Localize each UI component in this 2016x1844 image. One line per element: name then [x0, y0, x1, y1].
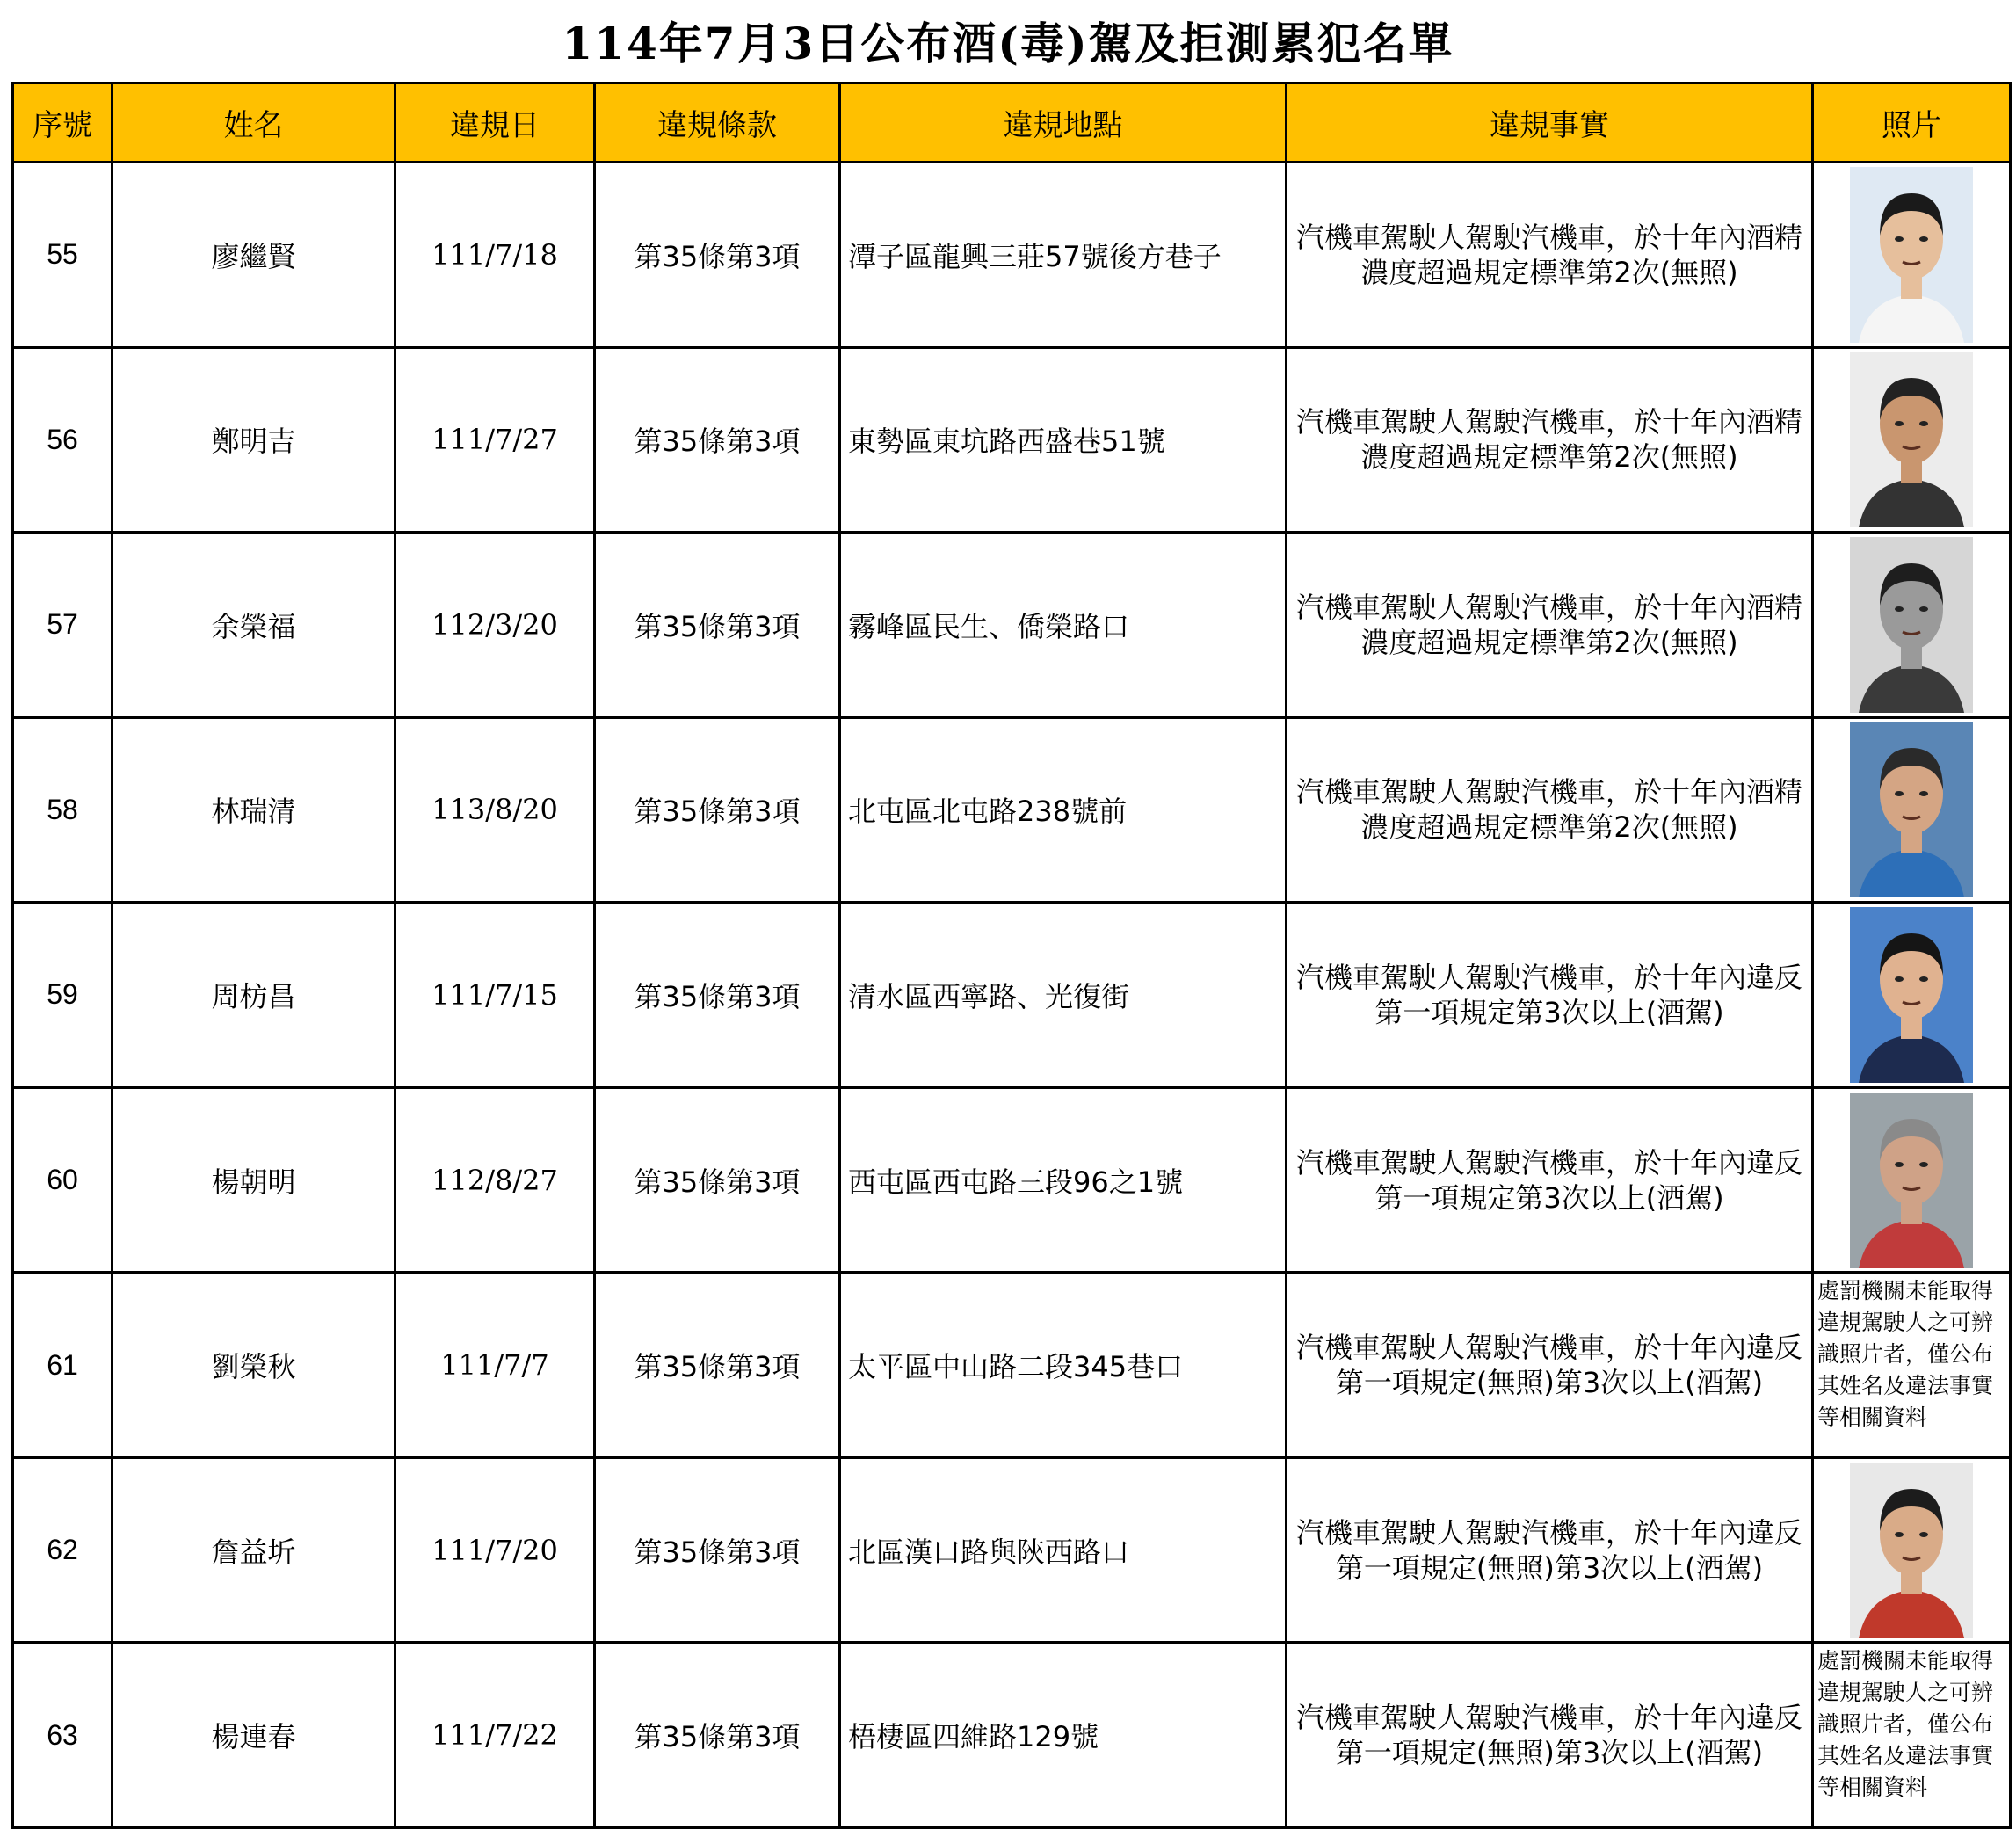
offender-photo: [1850, 537, 1973, 713]
cell-name: 劉榮秋: [112, 1273, 395, 1458]
header-fact: 違規事實: [1287, 83, 1813, 163]
header-name: 姓名: [112, 83, 395, 163]
cell-date: 111/7/18: [395, 163, 595, 348]
cell-no: 59: [13, 903, 112, 1088]
header-photo: 照片: [1813, 83, 2011, 163]
cell-location: 清水區西寧路、光復街: [840, 903, 1287, 1088]
offender-photo: [1850, 1093, 1973, 1268]
cell-location: 潭子區龍興三莊57號後方巷子: [840, 163, 1287, 348]
offender-photo: [1850, 722, 1973, 897]
header-article: 違規條款: [595, 83, 840, 163]
header-date: 違規日: [395, 83, 595, 163]
cell-fact: 汽機車駕駛人駕駛汽機車，於十年內酒精濃度超過規定標準第2次(無照): [1287, 533, 1813, 718]
table-row: [13, 163, 2011, 348]
cell-name: 楊連春: [112, 1643, 395, 1828]
cell-photo: [1813, 533, 2011, 718]
cell-name: 廖繼賢: [112, 163, 395, 348]
cell-location: 東勢區東坑路西盛巷51號: [840, 347, 1287, 533]
cell-article: 第35條第3項: [595, 903, 840, 1088]
cell-article: 第35條第3項: [595, 163, 840, 348]
cell-location: 太平區中山路二段345巷口: [840, 1273, 1287, 1458]
cell-photo: [1813, 1087, 2011, 1273]
table-row: [13, 1087, 2011, 1273]
cell-photo: [1813, 347, 2011, 533]
table-row: [13, 1273, 2011, 1458]
cell-location: 北區漢口路與陝西路口: [840, 1457, 1287, 1643]
cell-fact: 汽機車駕駛人駕駛汽機車，於十年內違反第一項規定(無照)第3次以上(酒駕): [1287, 1273, 1813, 1458]
cell-article: 第35條第3項: [595, 533, 840, 718]
cell-no: 56: [13, 347, 112, 533]
cell-no: 55: [13, 163, 112, 348]
cell-photo: [1813, 1457, 2011, 1643]
table-header-row: [13, 83, 2011, 163]
table-row: [13, 1457, 2011, 1643]
offender-photo: [1850, 907, 1973, 1083]
cell-name: 林瑞清: [112, 717, 395, 903]
cell-date: 111/7/22: [395, 1643, 595, 1828]
cell-location: 梧棲區四維路129號: [840, 1643, 1287, 1828]
cell-photo: [1813, 1273, 2011, 1458]
cell-photo: [1813, 717, 2011, 903]
cell-fact: 汽機車駕駛人駕駛汽機車，於十年內違反第一項規定第3次以上(酒駕): [1287, 903, 1813, 1088]
cell-date: 112/8/27: [395, 1087, 595, 1273]
cell-name: 鄭明吉: [112, 347, 395, 533]
cell-article: 第35條第3項: [595, 1087, 840, 1273]
document-title: 114年7月3日公布酒(毒)駕及拒測累犯名單: [562, 18, 1454, 69]
cell-no: 60: [13, 1087, 112, 1273]
cell-article: 第35條第3項: [595, 1643, 840, 1828]
cell-photo: [1813, 1643, 2011, 1828]
header-location: 違規地點: [840, 83, 1287, 163]
cell-date: 113/8/20: [395, 717, 595, 903]
cell-location: 霧峰區民生、僑榮路口: [840, 533, 1287, 718]
header-no: 序號: [13, 83, 112, 163]
cell-date: 112/3/20: [395, 533, 595, 718]
cell-no: 58: [13, 717, 112, 903]
table-row: [13, 717, 2011, 903]
repeat-offender-table: [11, 82, 2012, 1829]
cell-name: 楊朝明: [112, 1087, 395, 1273]
offender-photo: [1850, 352, 1973, 527]
cell-fact: 汽機車駕駛人駕駛汽機車，於十年內酒精濃度超過規定標準第2次(無照): [1287, 347, 1813, 533]
cell-article: 第35條第3項: [595, 717, 840, 903]
cell-fact: 汽機車駕駛人駕駛汽機車，於十年內違反第一項規定第3次以上(酒駕): [1287, 1087, 1813, 1273]
offender-photo: [1850, 167, 1973, 343]
cell-no: 62: [13, 1457, 112, 1643]
cell-article: 第35條第3項: [595, 1457, 840, 1643]
cell-fact: 汽機車駕駛人駕駛汽機車，於十年內違反第一項規定(無照)第3次以上(酒駕): [1287, 1457, 1813, 1643]
cell-photo: [1813, 903, 2011, 1088]
cell-date: 111/7/15: [395, 903, 595, 1088]
cell-article: 第35條第3項: [595, 347, 840, 533]
cell-date: 111/7/20: [395, 1457, 595, 1643]
photo-unavailable-note: 處罰機關未能取得違規駕駛人之可辨識照片者，僅公布 其姓名及違法事實等相關資料: [1817, 1647, 1994, 1800]
cell-name: 詹益圻: [112, 1457, 395, 1643]
photo-unavailable-note: 處罰機關未能取得違規駕駛人之可辨識照片者，僅公布 其姓名及違法事實等相關資料: [1817, 1277, 1994, 1430]
cell-no: 61: [13, 1273, 112, 1458]
cell-article: 第35條第3項: [595, 1273, 840, 1458]
table-row: [13, 347, 2011, 533]
cell-date: 111/7/27: [395, 347, 595, 533]
cell-location: 北屯區北屯路238號前: [840, 717, 1287, 903]
cell-fact: 汽機車駕駛人駕駛汽機車，於十年內酒精濃度超過規定標準第2次(無照): [1287, 163, 1813, 348]
table-row: [13, 1643, 2011, 1828]
cell-location: 西屯區西屯路三段96之1號: [840, 1087, 1287, 1273]
cell-name: 余榮福: [112, 533, 395, 718]
table-row: [13, 533, 2011, 718]
cell-no: 57: [13, 533, 112, 718]
cell-fact: 汽機車駕駛人駕駛汽機車，於十年內酒精濃度超過規定標準第2次(無照): [1287, 717, 1813, 903]
cell-no: 63: [13, 1643, 112, 1828]
offender-photo: [1850, 1463, 1973, 1638]
cell-date: 111/7/7: [395, 1273, 595, 1458]
table-row: [13, 903, 2011, 1088]
cell-photo: [1813, 163, 2011, 348]
cell-name: 周枋昌: [112, 903, 395, 1088]
cell-fact: 汽機車駕駛人駕駛汽機車，於十年內違反第一項規定(無照)第3次以上(酒駕): [1287, 1643, 1813, 1828]
